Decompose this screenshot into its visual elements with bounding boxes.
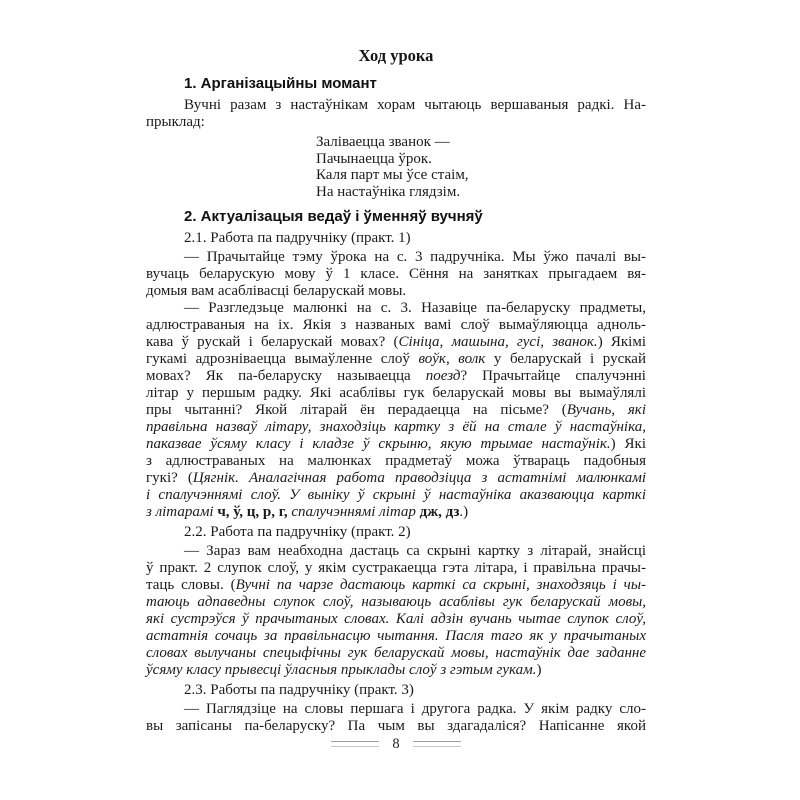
page-content [146,46,646,735]
text-line [146,504,646,521]
paragraph-2-1-a [146,249,646,300]
footer-rule-left [331,741,379,747]
subsection-heading-2-3: 2.3. Работы па падручніку (практ. 3) [184,682,414,698]
footer-rule-right [413,741,461,747]
text-segment: дж, дз [419,504,460,520]
text-segment: паказвае ўсяму класу і кладзе ў скрыню, якую трымае настаўнік. [146,436,611,452]
text-line [146,249,646,266]
verse-line-4: На настаўніка глядзім. [316,183,461,200]
text-segment: ўсяму класу прывесці ўласныя прыклады слоў з гэтым гукам. [146,662,537,678]
page-title: Ход урока [358,46,434,65]
text-segment: — Разгледзьце малюнкі на с. 3. Назавіце па-беларуску прадметы, [184,300,646,316]
text-line [146,419,646,436]
text-segment: ? Прачытайце спалучэнні [460,368,646,384]
text-segment: у беларускай і рускай [485,351,646,367]
text-line [146,300,646,317]
page-footer [146,737,646,751]
paragraph-2-2 [146,543,646,679]
text-line [146,645,646,662]
text-segment: мовах? Як па-беларуску называецца [146,368,426,384]
text-line [146,470,646,487]
text-segment: і спалучэннямі слоў. У выніку ў скрыні ў настаўніка аказваюцца карткі [146,487,646,503]
text-segment: кава ў рускай і беларускай мовах? ( [146,334,399,350]
subsection-heading-2-1: 2.1. Работа па падручніку (практ. 1) [184,230,411,246]
text-segment: .) [459,504,469,520]
text-segment: з адлюстраваных на малюнках прадметаў можа ўтвараць падобныя [146,453,646,469]
text-line [146,317,646,334]
text-segment: домыя вам асаблівасці беларускай мовы. [146,283,407,299]
text-segment: ) Якімі [597,334,647,350]
subsection-heading-2-2: 2.2. Работа па падручніку (практ. 2) [184,524,411,540]
text-segment: поезд [425,368,461,384]
text-line [146,594,646,611]
text-segment: таць словы. ( [146,577,236,593]
text-segment: з літарамі [146,504,218,520]
verse-line-1: Заліваецца званок — [316,134,450,150]
paragraph-2-3 [146,701,646,735]
text-line [146,402,646,419]
text-segment: Вучні разам з настаўнікам хорам чытаюць вершаваныя радкі. На- [184,97,646,113]
text-segment: пры чытанні? Якой літарай ён перадаецца на пісьме? ( [146,402,567,418]
text-segment: вы запісаны па-беларуску? Па чым вы здагадаліся? Напісанне якой [146,718,646,734]
text-line [146,718,646,735]
text-line [146,560,646,577]
text-line [146,266,646,283]
text-line [146,701,646,718]
text-line [146,436,646,453]
verse-line-3: Каля парт мы ўсе стаім, [316,167,469,183]
text-line [146,385,646,402]
text-segment: спалучэннямі літар [287,504,420,520]
text-segment: ч, ў, ц, р, г, [217,504,288,520]
text-segment: правільна назваў літару, знаходзіць картку з ёй на стале ў настаўніка, [146,419,646,435]
text-line [146,334,646,351]
text-line [146,114,646,131]
text-line [146,662,646,679]
text-segment: гукамі адрозніваецца вымаўленне слоў [146,351,419,367]
section-heading-2: 2. Актуалізацыя ведаў і ўменняў вучняў [184,208,483,225]
text-line [146,351,646,368]
text-segment: ) [536,662,542,678]
text-segment: — Зараз вам неабходна дастаць са скрыні картку з літарай, знайсці [184,543,646,559]
text-segment: — Прачытайце тэму ўрока на с. 3 падручніка. Мы ўжо пачалі вы- [184,249,646,265]
text-segment: які сустрэўся ў прачытаных словах. Калі адзін вучань чытае слупок слоў, [146,611,646,627]
text-segment: Вучні па чарзе дастаюць карткі са скрыні, знаходзяць і чы- [235,577,646,593]
text-segment: ў практ. 2 слупок слоў, у якім сустракаецца гэта літара, і правільна прачы- [146,560,646,576]
text-segment: Цягнік. Аналагічная работа праводзіцца з астатнімі малюнкамі [192,470,646,486]
section-heading-1: 1. Арганізацыйны момант [184,75,377,92]
text-segment: таюць адпаведны слупок слоў, называюць асаблівы гук беларускай мовы, [146,594,646,610]
text-line [146,628,646,645]
paragraph-2-1-b [146,300,646,521]
text-line [146,487,646,504]
paragraph-intro [146,97,646,131]
text-segment: Вучань, які [566,402,646,418]
text-segment: прыклад: [146,114,205,130]
text-segment: гукі? ( [146,470,193,486]
verse-block [316,134,646,200]
text-line [146,577,646,594]
text-segment: Сініца, машына, гусі, званок. [398,334,598,350]
verse-line-2: Пачынаецца ўрок. [316,150,432,167]
text-segment: ) Які [610,436,646,452]
text-segment: вучаць беларускую мову ў 1 класе. Сёння на занятках прыгадаем вя- [146,266,646,282]
text-line [146,543,646,560]
text-segment: адлюстраваныя на іх. Якія з названых вамі слоў вымаўляюцца адноль- [146,317,646,333]
page-number: 8 [392,736,400,752]
text-line [146,611,646,628]
text-segment: — Паглядзіце на словы першага і другога радка. У якім радку сло- [184,701,646,717]
text-line [146,368,646,385]
text-segment: астатнія сочаць за правільнасцю чытання. Пасля таго як у прачытаных [146,628,646,644]
text-segment: воўк, волк [418,351,486,367]
text-line [146,283,646,300]
text-line [146,97,646,114]
text-segment: літар у першым радку. Які асаблівы гук беларускай мовы вы вымаўлялі [146,385,646,401]
text-line [146,453,646,470]
text-segment: словах вылучаны спецыфічны гук беларускай мовы, настаўнік дае заданне [146,645,646,661]
